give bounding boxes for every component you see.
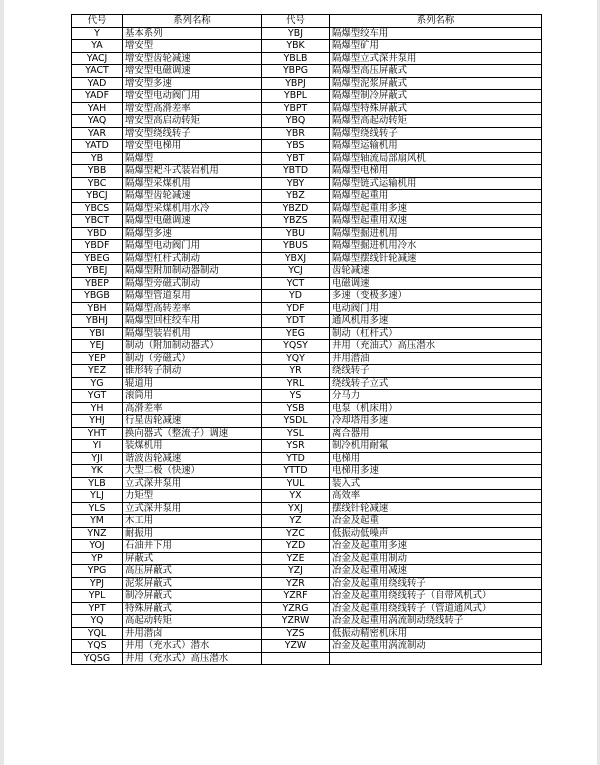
series-code-cell: YBEP <box>72 277 123 290</box>
series-name-cell: 分马力 <box>330 390 542 403</box>
table-row <box>72 615 542 628</box>
code-header: 代号 <box>262 15 330 28</box>
series-code-cell: YBS <box>262 140 330 153</box>
series-code-cell: YAQ <box>72 115 123 128</box>
table-row <box>72 427 542 440</box>
series-code-cell: YQSY <box>262 340 330 353</box>
series-name-cell: 低振动低噪声 <box>330 527 542 540</box>
series-code-cell: YBEG <box>72 252 123 265</box>
series-code-cell <box>262 652 330 665</box>
series-name-cell: 低振动精密机床用 <box>330 627 542 640</box>
series-name-cell: 增安型电梯用 <box>123 140 262 153</box>
series-code-cell: YRL <box>262 377 330 390</box>
series-name-cell: 电动阀门用 <box>330 302 542 315</box>
table-row <box>72 490 542 503</box>
table-row <box>72 552 542 565</box>
series-name-cell: 隔爆型旁磁式制动 <box>123 277 262 290</box>
table-row <box>72 390 542 403</box>
series-name-cell: 离合器用 <box>330 427 542 440</box>
series-code-cell: YHJ <box>72 415 123 428</box>
table-row <box>72 165 542 178</box>
table-row <box>72 90 542 103</box>
table-row <box>72 652 542 665</box>
series-name-cell: 装入式 <box>330 477 542 490</box>
series-code-cell: YQL <box>72 627 123 640</box>
table-row <box>72 440 542 453</box>
series-name-cell: 隔爆型电磁调速 <box>123 215 262 228</box>
table-row <box>72 352 542 365</box>
table-row <box>72 290 542 303</box>
series-name-cell: 冷却塔用多速 <box>330 415 542 428</box>
series-name-cell: 立式深井泵用 <box>123 477 262 490</box>
series-name-cell: 隔爆型齿轮减速 <box>123 190 262 203</box>
series-code-cell: YH <box>72 402 123 415</box>
series-name-cell: 装煤机用 <box>123 440 262 453</box>
series-name-cell: 冶金及起重用涡流制动 <box>330 640 542 653</box>
series-code-cell: YB <box>72 152 123 165</box>
series-code-cell: YS <box>262 390 330 403</box>
series-code-cell: YAD <box>72 77 123 90</box>
series-code-cell: YTTD <box>262 465 330 478</box>
series-name-cell: 隔爆型 <box>123 152 262 165</box>
series-code-cell: YZW <box>262 640 330 653</box>
series-name-cell: 隔爆型立式深井泵用 <box>330 52 542 65</box>
table-row <box>72 465 542 478</box>
series-code-cell: YAR <box>72 127 123 140</box>
series-name-cell: 行星齿轮减速 <box>123 415 262 428</box>
series-name-cell: 隔爆型杠杆式制动 <box>123 252 262 265</box>
series-name-cell: 制冷屏蔽式 <box>123 590 262 603</box>
series-code-cell: YBXJ <box>262 252 330 265</box>
table-row <box>72 577 542 590</box>
series-name-cell: 隔爆型运输机用 <box>330 140 542 153</box>
series-name-cell: 隔爆型掘进机用 <box>330 227 542 240</box>
series-name-cell: 特殊屏蔽式 <box>123 602 262 615</box>
series-code-cell: YNZ <box>72 527 123 540</box>
series-code-cell: YPT <box>72 602 123 615</box>
series-name-cell: 增安型电磁调速 <box>123 65 262 78</box>
series-name-cell: 通风机用多速 <box>330 315 542 328</box>
series-code-cell: YSDL <box>262 415 330 428</box>
series-code-cell: YPG <box>72 565 123 578</box>
series-code-cell: YBCT <box>72 215 123 228</box>
series-code-cell: YR <box>262 365 330 378</box>
series-code-cell: YBZ <box>262 190 330 203</box>
series-code-cell: YBD <box>72 227 123 240</box>
series-code-cell: Y <box>72 27 123 40</box>
page-edge-left <box>0 0 4 765</box>
table-header-row <box>72 15 542 28</box>
series-name-cell: 隔爆型绞车用 <box>330 27 542 40</box>
series-name-cell: 隔爆型电梯用 <box>330 165 542 178</box>
series-code-cell: YBGB <box>72 290 123 303</box>
table-row <box>72 327 542 340</box>
series-code-cell: YEG <box>262 327 330 340</box>
series-name-cell: 冶金及起重用涡流制动绕线转子 <box>330 615 542 628</box>
table-row <box>72 52 542 65</box>
series-name-cell: 电泵（机床用） <box>330 402 542 415</box>
series-code-cell: YBCJ <box>72 190 123 203</box>
series-code-cell: YHT <box>72 427 123 440</box>
series-name-cell: 冶金及起重 <box>330 515 542 528</box>
series-name-cell: 冶金及起重用减速 <box>330 565 542 578</box>
series-code-cell: YX <box>262 490 330 503</box>
series-code-cell: YLS <box>72 502 123 515</box>
series-code-cell: YZRG <box>262 602 330 615</box>
table-row <box>72 477 542 490</box>
series-name-cell: 绕线转子 <box>330 365 542 378</box>
series-name-cell: 齿轮减速 <box>330 265 542 278</box>
series-name-cell: 增安型电动阀门用 <box>123 90 262 103</box>
table-row <box>72 627 542 640</box>
table-row <box>72 415 542 428</box>
series-name-cell: 辊道用 <box>123 377 262 390</box>
series-code-cell: YQSG <box>72 652 123 665</box>
series-name-cell: 高起动转矩 <box>123 615 262 628</box>
series-name-cell: 隔爆型制冷屏蔽式 <box>330 90 542 103</box>
series-name-cell: 木工用 <box>123 515 262 528</box>
series-code-cell: YBR <box>262 127 330 140</box>
series-name-cell: 隔爆型起重用多速 <box>330 202 542 215</box>
series-name-cell: 隔爆型掘进机用冷水 <box>330 240 542 253</box>
code-header: 代号 <box>72 15 123 28</box>
series-name-cell: 隔爆型泥浆屏蔽式 <box>330 77 542 90</box>
series-name-header: 系列名称 <box>123 15 262 28</box>
series-name-cell: 隔爆型多速 <box>123 227 262 240</box>
series-name-cell: 耐振用 <box>123 527 262 540</box>
table-row <box>72 315 542 328</box>
series-code-cell: YZJ <box>262 565 330 578</box>
series-name-cell: 冶金及起重用制动 <box>330 552 542 565</box>
table-row <box>72 252 542 265</box>
series-code-cell: YBCS <box>72 202 123 215</box>
table-row <box>72 40 542 53</box>
series-name-cell: 冶金及起重用绕线转子 <box>330 577 542 590</box>
series-name-cell: 制动（旁磁式） <box>123 352 262 365</box>
series-code-cell: YATD <box>72 140 123 153</box>
series-code-cell: YI <box>72 440 123 453</box>
series-name-cell: 立式深井泵用 <box>123 502 262 515</box>
series-name-cell: 电梯用 <box>330 452 542 465</box>
series-name-cell: 隔爆型回柱绞车用 <box>123 315 262 328</box>
series-name-cell: 泥浆屏蔽式 <box>123 577 262 590</box>
series-code-cell: YCJ <box>262 265 330 278</box>
table-row <box>72 65 542 78</box>
series-code-cell: YG <box>72 377 123 390</box>
series-code-cell: YBEJ <box>72 265 123 278</box>
series-code-cell: YPL <box>72 590 123 603</box>
table-row <box>72 340 542 353</box>
series-name-cell: 隔爆型绕线转子 <box>330 127 542 140</box>
series-code-cell: YZRW <box>262 615 330 628</box>
series-code-cell: YZR <box>262 577 330 590</box>
series-code-cell: YZE <box>262 552 330 565</box>
series-code-cell: YZD <box>262 540 330 553</box>
series-name-cell: 增安型高启动转矩 <box>123 115 262 128</box>
table-row <box>72 77 542 90</box>
series-name-cell: 井用（充油式）高压潜水 <box>330 340 542 353</box>
series-code-cell: YQ <box>72 615 123 628</box>
series-name-cell: 高效率 <box>330 490 542 503</box>
series-code-cell: YBPG <box>262 65 330 78</box>
series-name-cell: 隔爆型高转差率 <box>123 302 262 315</box>
series-name-cell: 制动（杠杆式） <box>330 327 542 340</box>
series-name-cell: 隔爆型耙斗式装岩机用 <box>123 165 262 178</box>
series-name-cell: 石油井下用 <box>123 540 262 553</box>
series-code-cell: YACT <box>72 65 123 78</box>
series-code-cell: YZRF <box>262 590 330 603</box>
table-row <box>72 177 542 190</box>
table-row <box>72 215 542 228</box>
series-code-cell: YPJ <box>72 577 123 590</box>
series-code-cell: YDF <box>262 302 330 315</box>
series-name-cell: 增安型多速 <box>123 77 262 90</box>
series-name-cell: 电梯用多速 <box>330 465 542 478</box>
series-code-cell: YUL <box>262 477 330 490</box>
series-code-cell: YK <box>72 465 123 478</box>
series-name-cell: 屏蔽式 <box>123 552 262 565</box>
series-name-cell: 基本系列 <box>123 27 262 40</box>
table-row <box>72 452 542 465</box>
series-name-cell: 隔爆型轴流局部扇风机 <box>330 152 542 165</box>
table-row <box>72 102 542 115</box>
series-name-cell: 隔爆型特殊屏蔽式 <box>330 102 542 115</box>
series-code-cell: YBU <box>262 227 330 240</box>
series-code-cell: YEZ <box>72 365 123 378</box>
table-row <box>72 127 542 140</box>
series-code-cell: YBTD <box>262 165 330 178</box>
series-code-cell: YBB <box>72 165 123 178</box>
series-code-cell: YEP <box>72 352 123 365</box>
table-row <box>72 240 542 253</box>
series-code-cell: YBDF <box>72 240 123 253</box>
table-row <box>72 377 542 390</box>
series-code-cell: YEJ <box>72 340 123 353</box>
series-code-cell: YA <box>72 40 123 53</box>
series-code-cell: YGT <box>72 390 123 403</box>
series-code-cell: YSR <box>262 440 330 453</box>
series-name-cell: 高压屏蔽式 <box>123 565 262 578</box>
series-code-cell: YBZS <box>262 215 330 228</box>
table-row <box>72 190 542 203</box>
series-code-cell: YBK <box>262 40 330 53</box>
series-name-header: 系列名称 <box>330 15 542 28</box>
table-row <box>72 640 542 653</box>
series-name-cell: 滚筒用 <box>123 390 262 403</box>
series-name-cell: 隔爆型起重用双速 <box>330 215 542 228</box>
series-name-cell: 隔爆型高压屏蔽式 <box>330 65 542 78</box>
series-name-cell: 冶金及起重用多速 <box>330 540 542 553</box>
table-row <box>72 590 542 603</box>
series-name-cell: 隔爆型电动阀门用 <box>123 240 262 253</box>
series-code-cell: YCT <box>262 277 330 290</box>
series-name-cell: 制动（附加制动器式） <box>123 340 262 353</box>
table-row <box>72 402 542 415</box>
series-name-cell: 增安型 <box>123 40 262 53</box>
series-code-cell: YZS <box>262 627 330 640</box>
series-code-cell: YD <box>262 290 330 303</box>
series-code-cell: YBUS <box>262 240 330 253</box>
series-code-cell: YBZD <box>262 202 330 215</box>
table-row <box>72 152 542 165</box>
series-code-cell: YLJ <box>72 490 123 503</box>
table-row <box>72 115 542 128</box>
series-name-cell: 隔爆型采煤机用 <box>123 177 262 190</box>
table-body <box>72 27 542 665</box>
table-row <box>72 227 542 240</box>
series-code-cell: YZ <box>262 515 330 528</box>
series-code-cell: YAH <box>72 102 123 115</box>
series-code-cell: YSL <box>262 427 330 440</box>
series-name-cell: 隔爆型附加制动器制动 <box>123 265 262 278</box>
series-name-cell: 井用（充水式）高压潜水 <box>123 652 262 665</box>
series-name-cell: 隔爆型采煤机用水冷 <box>123 202 262 215</box>
series-name-cell: 制冷机用耐氟 <box>330 440 542 453</box>
series-code-cell: YBY <box>262 177 330 190</box>
series-name-cell: 换向器式（整流子）调速 <box>123 427 262 440</box>
series-name-cell: 井用潜卤 <box>123 627 262 640</box>
table-row <box>72 265 542 278</box>
series-code-cell: YBC <box>72 177 123 190</box>
series-code-cell: YBHJ <box>72 315 123 328</box>
table-row <box>72 565 542 578</box>
series-name-cell: 绕线转子立式 <box>330 377 542 390</box>
series-code-cell: YADF <box>72 90 123 103</box>
series-code-cell: YTD <box>262 452 330 465</box>
series-name-cell: 隔爆型管道泵用 <box>123 290 262 303</box>
series-code-cell: YXJ <box>262 502 330 515</box>
series-name-cell: 谐波齿轮减速 <box>123 452 262 465</box>
series-code-cell: YDT <box>262 315 330 328</box>
series-name-cell: 隔爆型装岩机用 <box>123 327 262 340</box>
table-row <box>72 140 542 153</box>
series-code-cell: YM <box>72 515 123 528</box>
series-code-cell: YQY <box>262 352 330 365</box>
series-code-cell: YJI <box>72 452 123 465</box>
series-name-cell: 增安型高滑差率 <box>123 102 262 115</box>
series-code-cell: YBJ <box>262 27 330 40</box>
motor-series-code-table <box>71 14 542 665</box>
series-code-cell: YZC <box>262 527 330 540</box>
series-code-cell: YQS <box>72 640 123 653</box>
table-row <box>72 540 542 553</box>
series-code-cell: YBPJ <box>262 77 330 90</box>
series-name-cell: 隔爆型链式运输机用 <box>330 177 542 190</box>
series-name-cell: 电磁调速 <box>330 277 542 290</box>
series-name-cell: 锥形转子制动 <box>123 365 262 378</box>
series-name-cell: 隔爆型高起动转矩 <box>330 115 542 128</box>
series-name-cell: 隔爆型矿用 <box>330 40 542 53</box>
table-row <box>72 302 542 315</box>
series-name-cell: 摆线针轮减速 <box>330 502 542 515</box>
series-code-cell: YBH <box>72 302 123 315</box>
series-code-cell: YBPT <box>262 102 330 115</box>
series-code-cell: YBI <box>72 327 123 340</box>
series-name-cell: 井用潜油 <box>330 352 542 365</box>
table-row <box>72 602 542 615</box>
series-name-cell: 冶金及起重用绕线转子（自带风机式） <box>330 590 542 603</box>
series-name-cell: 大型二极（快速） <box>123 465 262 478</box>
series-code-cell: YBQ <box>262 115 330 128</box>
series-name-cell: 高滑差率 <box>123 402 262 415</box>
series-code-cell: YLB <box>72 477 123 490</box>
series-code-cell: YBPL <box>262 90 330 103</box>
series-name-cell: 多速（变极多速） <box>330 290 542 303</box>
series-name-cell: 力矩型 <box>123 490 262 503</box>
series-code-cell: YP <box>72 552 123 565</box>
series-name-cell: 井用（充水式）潜水 <box>123 640 262 653</box>
table-row <box>72 202 542 215</box>
series-name-cell: 隔爆型起重用 <box>330 190 542 203</box>
table-row <box>72 27 542 40</box>
table-row <box>72 502 542 515</box>
series-name-cell: 冶金及起重用绕线转子（管道通风式） <box>330 602 542 615</box>
series-code-cell: YBLB <box>262 52 330 65</box>
series-name-cell: 隔爆型摆线针轮减速 <box>330 252 542 265</box>
series-name-cell: 增安型绕线转子 <box>123 127 262 140</box>
series-name-cell: 增安型齿轮减速 <box>123 52 262 65</box>
table-row <box>72 365 542 378</box>
series-code-cell: YOJ <box>72 540 123 553</box>
table-row <box>72 277 542 290</box>
series-code-cell: YSB <box>262 402 330 415</box>
table-row <box>72 527 542 540</box>
series-code-cell: YBT <box>262 152 330 165</box>
series-name-cell <box>330 652 542 665</box>
series-code-cell: YACJ <box>72 52 123 65</box>
table-row <box>72 515 542 528</box>
